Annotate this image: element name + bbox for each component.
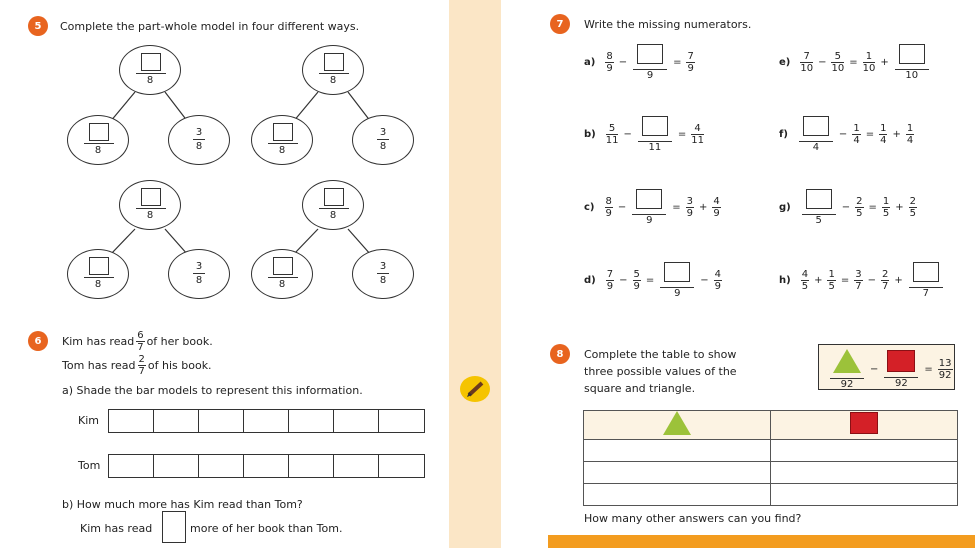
answer-box[interactable] (664, 262, 690, 282)
equation-key: 92 − 92 = $\frac{13}{92}$ (818, 344, 955, 390)
model-4-part-known: 3 8 (352, 249, 414, 299)
question-8-line-2: three possible values of the (584, 365, 737, 378)
answer-box[interactable] (141, 53, 161, 71)
square-icon (850, 412, 878, 434)
model-2-part-known: 3 8 (352, 115, 414, 165)
equation-h: h) $\frac{4}{5}$ + $\frac{1}{5}$ = $\frac{3}{7}$ − $\frac{2}{7}$ + 7 (779, 262, 946, 299)
square-column-header (771, 411, 958, 440)
equation-c: c) $\frac{8}{9}$ − 9 = $\frac{3}{9}$ + $\frac{4}{9}$ (584, 189, 723, 226)
values-table (583, 410, 958, 506)
answer-text-post: more of her book than Tom. (190, 522, 343, 535)
model-2-part-unknown: 8 (251, 115, 313, 165)
answer-box[interactable] (324, 53, 344, 71)
triangle-icon (833, 349, 861, 373)
table-cell[interactable] (584, 484, 771, 506)
model-2-whole: 8 (302, 45, 364, 95)
table-cell[interactable] (771, 462, 958, 484)
question-7-prompt: Write the missing numerators. (584, 18, 752, 31)
bar-cell[interactable] (109, 455, 154, 477)
bar-cell[interactable] (199, 455, 244, 477)
tom-bar-model[interactable] (108, 454, 425, 478)
bar-cell[interactable] (109, 410, 154, 432)
question-8-line-3: square and triangle. (584, 382, 696, 395)
bar-cell[interactable] (289, 455, 334, 477)
answer-box[interactable] (162, 511, 186, 543)
bar-cell[interactable] (154, 410, 199, 432)
answer-box[interactable] (642, 116, 668, 136)
triangle-icon (663, 411, 691, 435)
question-6b-text: b) How much more has Kim read than Tom? (62, 498, 303, 511)
question-7-number: 7 (550, 14, 570, 34)
question-6a-text: a) Shade the bar models to represent this information. (62, 384, 363, 397)
answer-box[interactable] (899, 44, 925, 64)
bar-cell[interactable] (154, 455, 199, 477)
bottom-bar (548, 535, 975, 548)
model-1-part-known: 3 8 (168, 115, 230, 165)
model-3-part-unknown: 8 (67, 249, 129, 299)
tom-label: Tom (78, 459, 101, 472)
question-5-number: 5 (28, 16, 48, 36)
answer-box[interactable] (806, 189, 832, 209)
bar-cell[interactable] (379, 455, 424, 477)
model-3-part-known: 3 8 (168, 249, 230, 299)
bar-cell[interactable] (379, 410, 424, 432)
bar-cell[interactable] (244, 455, 289, 477)
question-8-footer: How many other answers can you find? (584, 512, 802, 525)
equation-b: b) $\frac{5}{11}$ − 11 = $\frac{4}{11}$ (584, 116, 706, 153)
answer-box[interactable] (324, 188, 344, 206)
answer-box[interactable] (803, 116, 829, 136)
bar-cell[interactable] (334, 410, 379, 432)
answer-box[interactable] (141, 188, 161, 206)
equation-a: a) $\frac{8}{9}$ − 9 = $\frac{7}{9}$ (584, 44, 697, 81)
pencil-icon (460, 376, 490, 402)
question-5-prompt: Complete the part-whole model in four different ways. (60, 20, 360, 33)
equation-f: f) 4 − $\frac{1}{4}$ = $\frac{1}{4}$ + $\frac{1}{4}$ (779, 116, 916, 153)
bar-cell[interactable] (289, 410, 334, 432)
page-gutter (449, 0, 501, 548)
table-cell[interactable] (771, 440, 958, 462)
bar-cell[interactable] (244, 410, 289, 432)
triangle-column-header (584, 411, 771, 440)
question-8-number: 8 (550, 344, 570, 364)
model-4-whole: 8 (302, 180, 364, 230)
model-1-part-unknown: 8 (67, 115, 129, 165)
bar-cell[interactable] (199, 410, 244, 432)
answer-box[interactable] (89, 257, 109, 275)
question-8-line-1: Complete the table to show (584, 348, 737, 361)
answer-text-pre: Kim has read (80, 522, 153, 535)
answer-box[interactable] (273, 123, 293, 141)
equation-e: e) $\frac{7}{10}$ − $\frac{5}{10}$ = $\frac{1}{10}$ + 10 (779, 44, 932, 81)
answer-box[interactable] (913, 262, 939, 282)
answer-box[interactable] (637, 44, 663, 64)
table-cell[interactable] (584, 440, 771, 462)
model-4-part-unknown: 8 (251, 249, 313, 299)
equation-g: g) 5 − $\frac{2}{5}$ = $\frac{1}{5}$ + $\frac{2}{5}$ (779, 189, 919, 226)
model-1-whole: 8 (119, 45, 181, 95)
kim-statement: Kim has read $\frac{6}{7}$ of her book. (62, 330, 213, 353)
equation-d: d) $\frac{7}{9}$ − $\frac{5}{9}$ = 9 − $\frac{4}{9}$ (584, 262, 724, 299)
tom-statement: Tom has read $\frac{2}{7}$ of his book. (62, 354, 212, 377)
square-icon (887, 350, 915, 372)
answer-box[interactable] (89, 123, 109, 141)
table-cell[interactable] (584, 462, 771, 484)
bar-cell[interactable] (334, 455, 379, 477)
kim-bar-model[interactable] (108, 409, 425, 433)
question-6-number: 6 (28, 331, 48, 351)
model-3-whole: 8 (119, 180, 181, 230)
answer-box[interactable] (636, 189, 662, 209)
table-cell[interactable] (771, 484, 958, 506)
kim-label: Kim (78, 414, 99, 427)
answer-box[interactable] (273, 257, 293, 275)
